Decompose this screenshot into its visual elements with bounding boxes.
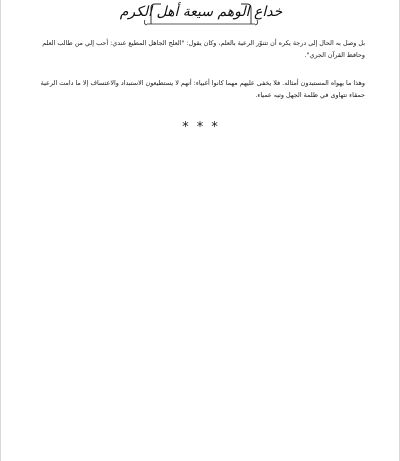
page-header <box>1 0 400 32</box>
header-calligraphy-title: خداع الوهم سيعة أهل الكرم <box>119 4 283 20</box>
section-separator: * * * <box>182 120 220 135</box>
paragraph-2: وهذا ما يهواه المستبدون أمثاله. فلا يخفى عليهم مهما كانوا أغبياء: أنهم لا يستطيعون الاستبداد والاعتساف إلا ما دامت الرعية حمقاء تتهاوى في ظلمة الجهل وتيه عمياء. <box>40 79 365 99</box>
paragraph-1: بل وصل به الحال إلى درجة يكره أن تتنوّر الرعية بالعلم، وكان يقول: "العلج الجاهل المطيع عندي: أحب إلي من طالب العلم وحافظ القرآن الجري". <box>42 39 365 59</box>
